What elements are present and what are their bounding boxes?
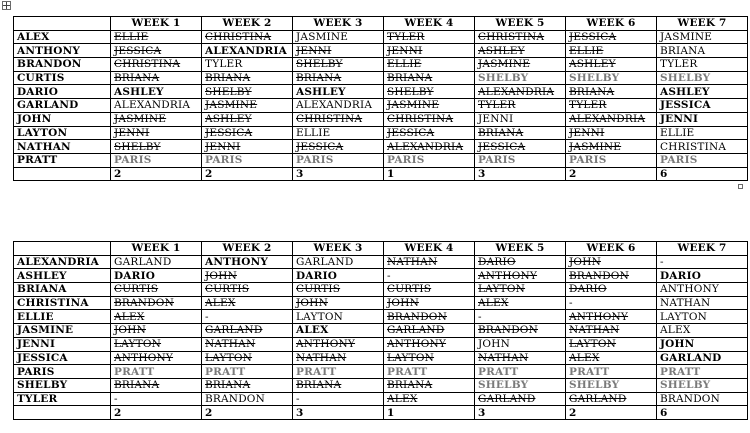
week-total-cell: 3 xyxy=(475,167,566,181)
week-total-cell: 2 xyxy=(202,167,293,181)
assignment-cell: JOHN xyxy=(657,337,748,351)
assignment-cell: ANTHONY xyxy=(475,269,566,283)
assignment-cell: JESSICA xyxy=(111,44,202,58)
assignment-cell: ALEX xyxy=(111,310,202,324)
assignment-cell: PRATT xyxy=(475,365,566,379)
assignment-cell: LAYTON xyxy=(293,310,384,324)
assignment-cell: LAYTON xyxy=(111,337,202,351)
week-header: WEEK 5 xyxy=(475,242,566,256)
move-arrows-icon xyxy=(3,2,10,9)
assignment-cell: ALEX xyxy=(202,296,293,310)
assignment-cell: BRIANA xyxy=(384,71,475,85)
week-header: WEEK 7 xyxy=(657,17,748,31)
assignment-cell: - xyxy=(566,296,657,310)
person-name-cell: ELLIE xyxy=(14,310,111,324)
week-total-cell: 2 xyxy=(111,406,202,420)
assignment-cell: ANTHONY xyxy=(111,351,202,365)
assignment-cell: ASHLEY xyxy=(202,112,293,126)
header-corner-cell xyxy=(14,242,111,256)
assignment-cell: DARIO xyxy=(293,269,384,283)
assignment-cell: ANTHONY xyxy=(566,310,657,324)
assignment-cell: BRIANA xyxy=(202,71,293,85)
week-total-cell: 2 xyxy=(566,406,657,420)
table-row xyxy=(14,378,748,392)
assignment-cell: JENNI xyxy=(111,126,202,140)
assignment-cell: NATHAN xyxy=(384,255,475,269)
table-row xyxy=(14,310,748,324)
assignment-cell: BRANDON xyxy=(384,310,475,324)
assignment-cell: TYLER xyxy=(566,99,657,113)
assignment-cell: BRIANA xyxy=(566,85,657,99)
person-name-cell: BRIANA xyxy=(14,283,111,297)
assignment-cell: SHELBY xyxy=(475,378,566,392)
person-name-cell: PRATT xyxy=(14,153,111,167)
assignment-cell: LAYTON xyxy=(566,337,657,351)
week-total-cell: 2 xyxy=(566,167,657,181)
table-resize-handle[interactable] xyxy=(738,184,743,189)
assignment-cell: BRIANA xyxy=(111,378,202,392)
assignment-cell: NATHAN xyxy=(657,296,748,310)
assignment-cell: SHELBY xyxy=(566,378,657,392)
assignment-cell: JESSICA xyxy=(657,99,748,113)
assignment-cell: GARLAND xyxy=(111,255,202,269)
assignment-cell: BRIANA xyxy=(111,71,202,85)
assignment-cell: LAYTON xyxy=(202,351,293,365)
assignment-cell: GARLAND xyxy=(475,392,566,406)
assignment-cell: LAYTON xyxy=(384,351,475,365)
week-header: WEEK 4 xyxy=(384,17,475,31)
assignment-cell: TYLER xyxy=(475,99,566,113)
assignment-cell: JENNI xyxy=(384,44,475,58)
table-row xyxy=(14,351,748,365)
week-total-cell: 3 xyxy=(293,406,384,420)
person-name-cell: JENNI xyxy=(14,337,111,351)
assignment-cell: PRATT xyxy=(657,365,748,379)
assignment-cell: ASHLEY xyxy=(475,44,566,58)
assignment-cell: JASMINE xyxy=(475,58,566,72)
assignment-cell: - xyxy=(111,392,202,406)
assignment-cell: JOHN xyxy=(293,296,384,310)
assignment-cell: SHELBY xyxy=(657,71,748,85)
assignment-cell: SHELBY xyxy=(293,58,384,72)
person-name-cell: ANTHONY xyxy=(14,44,111,58)
assignment-cell: ALEX xyxy=(657,324,748,338)
header-row xyxy=(14,17,748,31)
assignment-cell: ASHLEY xyxy=(566,58,657,72)
assignment-cell: ELLIE xyxy=(293,126,384,140)
assignment-cell: BRIANA xyxy=(202,378,293,392)
person-name-cell: SHELBY xyxy=(14,378,111,392)
person-name-cell: TYLER xyxy=(14,392,111,406)
assignment-cell: TYLER xyxy=(657,58,748,72)
assignment-cell: JESSICA xyxy=(475,140,566,154)
assignment-cell: SHELBY xyxy=(657,378,748,392)
assignment-cell: CHRISTINA xyxy=(111,58,202,72)
week-header: WEEK 6 xyxy=(566,242,657,256)
assignment-cell: TYLER xyxy=(202,58,293,72)
person-name-cell: NATHAN xyxy=(14,140,111,154)
person-name-cell: ALEXANDRIA xyxy=(14,255,111,269)
assignment-cell: JENNI xyxy=(202,140,293,154)
table-row xyxy=(14,112,748,126)
assignment-cell: GARLAND xyxy=(202,324,293,338)
assignment-cell: DARIO xyxy=(111,269,202,283)
assignment-cell: JESSICA xyxy=(384,126,475,140)
assignment-cell: ANTHONY xyxy=(202,255,293,269)
week-header: WEEK 3 xyxy=(293,242,384,256)
person-name-cell: ALEX xyxy=(14,30,111,44)
week-header: WEEK 1 xyxy=(111,242,202,256)
assignment-cell: - xyxy=(202,310,293,324)
assignment-cell: ALEXANDRIA xyxy=(293,99,384,113)
assignment-cell: ELLIE xyxy=(566,44,657,58)
week-total-cell: 2 xyxy=(202,406,293,420)
assignment-cell: ASHLEY xyxy=(657,85,748,99)
assignment-cell: PARIS xyxy=(384,153,475,167)
person-name-cell: JASMINE xyxy=(14,324,111,338)
assignment-cell: JENNI xyxy=(293,44,384,58)
assignment-cell: CHRISTINA xyxy=(657,140,748,154)
week-total-cell: 3 xyxy=(293,167,384,181)
assignment-cell: ELLIE xyxy=(111,30,202,44)
assignment-cell: NATHAN xyxy=(293,351,384,365)
header-row xyxy=(14,242,748,256)
assignment-cell: PRATT xyxy=(293,365,384,379)
week-header: WEEK 5 xyxy=(475,17,566,31)
assignment-cell: NATHAN xyxy=(566,324,657,338)
assignment-cell: ALEX xyxy=(384,392,475,406)
assignment-cell: JASMINE xyxy=(657,30,748,44)
assignment-cell: ALEX xyxy=(566,351,657,365)
assignment-cell: - xyxy=(384,269,475,283)
assignment-cell: JOHN xyxy=(111,324,202,338)
assignment-cell: TYLER xyxy=(384,30,475,44)
table-row xyxy=(14,126,748,140)
assignment-cell: LAYTON xyxy=(657,310,748,324)
week-header: WEEK 6 xyxy=(566,17,657,31)
assignment-cell: SHELBY xyxy=(566,71,657,85)
assignment-cell: PRATT xyxy=(111,365,202,379)
assignment-cell: BRIANA xyxy=(293,378,384,392)
assignment-cell: ANTHONY xyxy=(384,337,475,351)
table-row xyxy=(14,296,748,310)
assignment-cell: DARIO xyxy=(657,269,748,283)
assignment-cell: LAYTON xyxy=(475,283,566,297)
assignment-cell: ALEX xyxy=(293,324,384,338)
totals-label-cell xyxy=(14,406,111,420)
assignment-cell: NATHAN xyxy=(202,337,293,351)
person-name-cell: CURTIS xyxy=(14,71,111,85)
week-header: WEEK 2 xyxy=(202,17,293,31)
assignment-cell: ALEXANDRIA xyxy=(202,44,293,58)
assignment-cell: PARIS xyxy=(111,153,202,167)
table-row xyxy=(14,99,748,113)
assignment-cell: - xyxy=(657,255,748,269)
person-name-cell: LAYTON xyxy=(14,126,111,140)
table-row xyxy=(14,85,748,99)
week-header: WEEK 7 xyxy=(657,242,748,256)
assignment-cell: BRANDON xyxy=(566,269,657,283)
assignment-cell: - xyxy=(293,392,384,406)
table-week-assignments-2 xyxy=(13,241,748,420)
person-name-cell: DARIO xyxy=(14,85,111,99)
assignment-cell: - xyxy=(475,310,566,324)
table-week-assignments-1 xyxy=(13,16,748,181)
assignment-cell: GARLAND xyxy=(384,324,475,338)
table-row xyxy=(14,58,748,72)
assignment-cell: JASMINE xyxy=(111,112,202,126)
assignment-cell: JENNI xyxy=(475,112,566,126)
assignment-cell: JOHN xyxy=(566,255,657,269)
week-total-cell: 2 xyxy=(111,167,202,181)
person-name-cell: ASHLEY xyxy=(14,269,111,283)
assignment-cell: JESSICA xyxy=(566,30,657,44)
assignment-cell: ELLIE xyxy=(384,58,475,72)
assignment-cell: PARIS xyxy=(202,153,293,167)
assignment-cell: JESSICA xyxy=(202,126,293,140)
assignment-cell: ALEXANDRIA xyxy=(111,99,202,113)
assignment-cell: GARLAND xyxy=(657,351,748,365)
assignment-cell: PARIS xyxy=(293,153,384,167)
totals-row xyxy=(14,167,748,181)
assignment-cell: CURTIS xyxy=(202,283,293,297)
assignment-cell: PRATT xyxy=(384,365,475,379)
assignment-cell: NATHAN xyxy=(475,351,566,365)
week-total-cell: 1 xyxy=(384,167,475,181)
assignment-cell: PRATT xyxy=(566,365,657,379)
table-row xyxy=(14,269,748,283)
assignment-cell: JASMINE xyxy=(384,99,475,113)
assignment-cell: DARIO xyxy=(475,255,566,269)
assignment-cell: JASMINE xyxy=(202,99,293,113)
assignment-cell: SHELBY xyxy=(384,85,475,99)
assignment-cell: BRIANA xyxy=(293,71,384,85)
assignment-cell: CURTIS xyxy=(293,283,384,297)
assignment-cell: CURTIS xyxy=(384,283,475,297)
totals-row xyxy=(14,406,748,420)
assignment-cell: SHELBY xyxy=(202,85,293,99)
assignment-cell: ASHLEY xyxy=(293,85,384,99)
assignment-cell: BRIANA xyxy=(475,126,566,140)
assignment-cell: ALEXANDRIA xyxy=(566,112,657,126)
week-header: WEEK 1 xyxy=(111,17,202,31)
week-total-cell: 1 xyxy=(384,406,475,420)
assignment-cell: PARIS xyxy=(657,153,748,167)
person-name-cell: JOHN xyxy=(14,112,111,126)
person-name-cell: JESSICA xyxy=(14,351,111,365)
table-row xyxy=(14,71,748,85)
assignment-cell: PRATT xyxy=(202,365,293,379)
assignment-cell: SHELBY xyxy=(111,140,202,154)
assignment-cell: CHRISTINA xyxy=(293,112,384,126)
table-row xyxy=(14,283,748,297)
assignment-cell: SHELBY xyxy=(475,71,566,85)
assignment-cell: JESSICA xyxy=(293,140,384,154)
assignment-cell: BRANDON xyxy=(202,392,293,406)
table-row xyxy=(14,337,748,351)
week-header: WEEK 4 xyxy=(384,242,475,256)
assignment-cell: BRANDON xyxy=(475,324,566,338)
assignment-cell: BRANDON xyxy=(111,296,202,310)
table-row xyxy=(14,255,748,269)
assignment-cell: GARLAND xyxy=(566,392,657,406)
table-row xyxy=(14,392,748,406)
header-corner-cell xyxy=(14,17,111,31)
assignment-cell: ALEX xyxy=(475,296,566,310)
assignment-cell: ALEXANDRIA xyxy=(475,85,566,99)
table-row xyxy=(14,365,748,379)
assignment-cell: ELLIE xyxy=(657,126,748,140)
assignment-cell: CHRISTINA xyxy=(384,112,475,126)
person-name-cell: CHRISTINA xyxy=(14,296,111,310)
week-total-cell: 6 xyxy=(657,406,748,420)
table-move-handle[interactable] xyxy=(2,1,11,10)
assignment-cell: CHRISTINA xyxy=(202,30,293,44)
person-name-cell: GARLAND xyxy=(14,99,111,113)
assignment-cell: BRIANA xyxy=(384,378,475,392)
table-row xyxy=(14,44,748,58)
assignment-cell: JASMINE xyxy=(293,30,384,44)
table-row xyxy=(14,140,748,154)
assignment-cell: BRANDON xyxy=(657,392,748,406)
week-header: WEEK 2 xyxy=(202,242,293,256)
assignment-cell: CURTIS xyxy=(111,283,202,297)
assignment-cell: CHRISTINA xyxy=(475,30,566,44)
assignment-cell: ASHLEY xyxy=(111,85,202,99)
table-row xyxy=(14,30,748,44)
assignment-cell: DARIO xyxy=(566,283,657,297)
person-name-cell: PARIS xyxy=(14,365,111,379)
assignment-cell: JOHN xyxy=(384,296,475,310)
assignment-cell: JASMINE xyxy=(566,140,657,154)
week-header: WEEK 3 xyxy=(293,17,384,31)
assignment-cell: JOHN xyxy=(202,269,293,283)
table-row xyxy=(14,324,748,338)
assignment-cell: ALEXANDRIA xyxy=(384,140,475,154)
assignment-cell: JOHN xyxy=(475,337,566,351)
assignment-cell: BRIANA xyxy=(657,44,748,58)
assignment-cell: ANTHONY xyxy=(293,337,384,351)
totals-label-cell xyxy=(14,167,111,181)
assignment-cell: PARIS xyxy=(566,153,657,167)
table-row xyxy=(14,153,748,167)
person-name-cell: BRANDON xyxy=(14,58,111,72)
assignment-cell: ANTHONY xyxy=(657,283,748,297)
assignment-cell: JENNI xyxy=(657,112,748,126)
assignment-cell: PARIS xyxy=(475,153,566,167)
week-total-cell: 3 xyxy=(475,406,566,420)
assignment-cell: GARLAND xyxy=(293,255,384,269)
week-total-cell: 6 xyxy=(657,167,748,181)
assignment-cell: JENNI xyxy=(566,126,657,140)
